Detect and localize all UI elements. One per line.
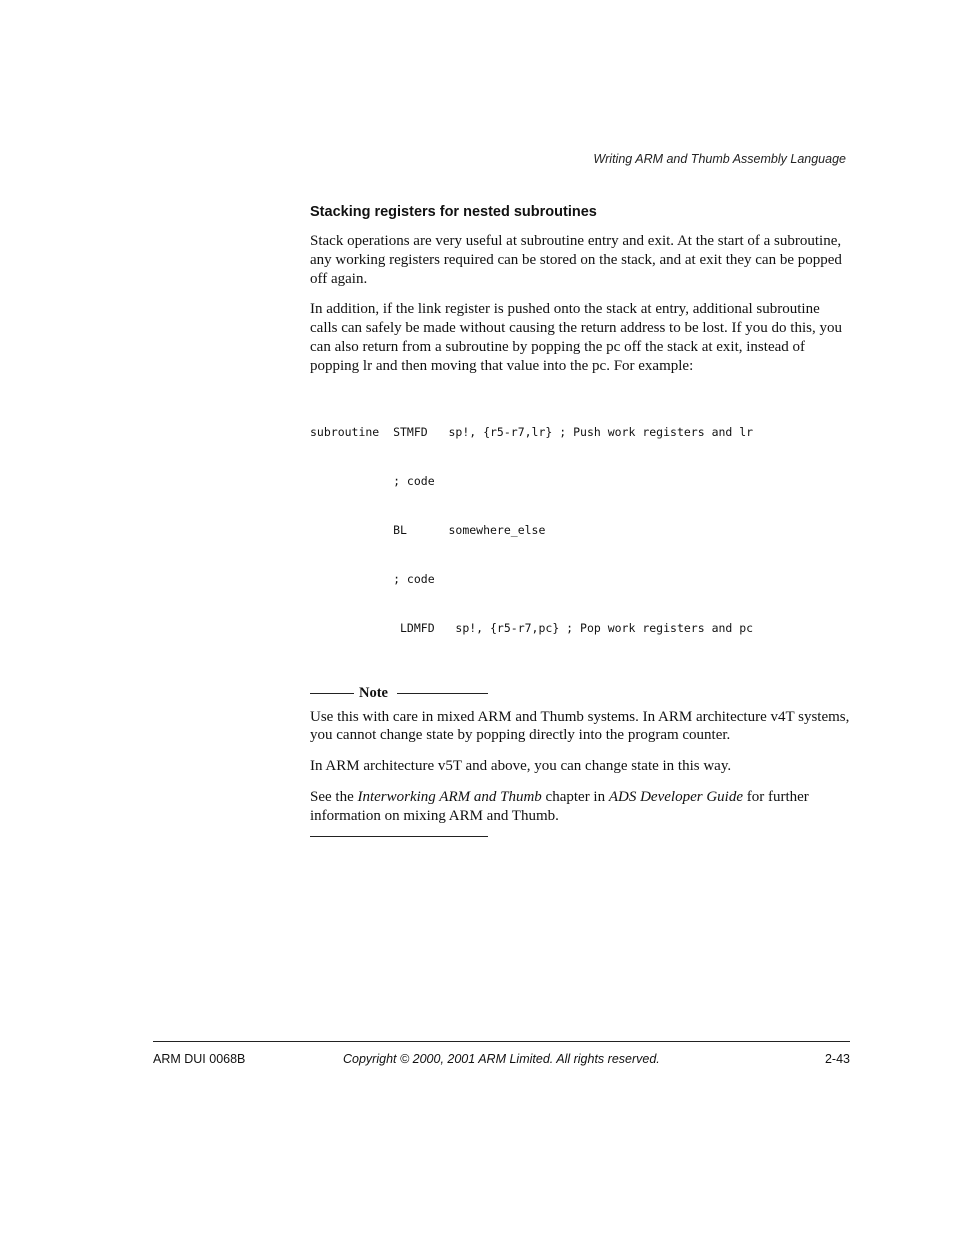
paragraph-stack-operations: Stack operations are very useful at subroutine entry and exit. At the start of a subroutine, any working registers required can be stored on the stack, and at exit they can be popped off again. xyxy=(310,233,842,287)
developer-guide-reference: ADS Developer Guide xyxy=(608,789,743,806)
code-line: ; code xyxy=(310,474,435,489)
code-line: ; code xyxy=(310,571,435,586)
footer-doc-id: ARM DUI 0068B xyxy=(153,1052,246,1066)
note-paragraph-care: Use this with care in mixed ARM and Thumb systems. In ARM architecture v4T systems, you cannot change state by popping directly into the program counter. xyxy=(310,708,850,744)
code-line: subroutine STMFD sp!, {r5-r7,lr} ; Push work registers and lr xyxy=(310,425,754,440)
see-mid: chapter in xyxy=(541,789,609,806)
see-suffix: for further information on mixing ARM and Thumb. xyxy=(310,789,809,824)
note-box xyxy=(310,685,850,837)
footer-copyright: Copyright © 2000, 2001 ARM Limited. All rights reserved. xyxy=(343,1052,660,1066)
note-rule-right xyxy=(397,693,488,694)
note-paragraph-v5t: In ARM architecture v5T and above, you can change state in this way. xyxy=(310,758,732,775)
code-example xyxy=(310,392,850,669)
footer-page-number: 2-43 xyxy=(824,1052,850,1066)
code-line: BL somewhere_else xyxy=(310,522,546,537)
section-heading: Stacking registers for nested subroutines xyxy=(310,204,597,220)
note-end-rule xyxy=(310,836,488,837)
note-label: Note xyxy=(359,684,388,701)
note-header xyxy=(310,685,488,702)
note-rule-left xyxy=(310,693,354,694)
running-header: Writing ARM and Thumb Assembly Language xyxy=(593,152,846,166)
code-line: LDMFD sp!, {r5-r7,pc} ; Pop work registers and pc xyxy=(310,620,754,635)
interworking-reference: Interworking ARM and Thumb xyxy=(357,789,542,806)
main-content xyxy=(310,204,850,837)
footer-rule xyxy=(153,1041,850,1042)
paragraph-link-register: In addition, if the link register is pushed onto the stack at entry, additional subroutine calls can safely be made without causing the return address to be lost. If you do this, you can also return from a subroutine by popping the pc off the stack at exit, instead of popping lr and then moving that value into the pc. For example: xyxy=(310,301,842,374)
see-prefix: See the xyxy=(310,789,358,806)
note-paragraph-see-also xyxy=(310,788,850,826)
